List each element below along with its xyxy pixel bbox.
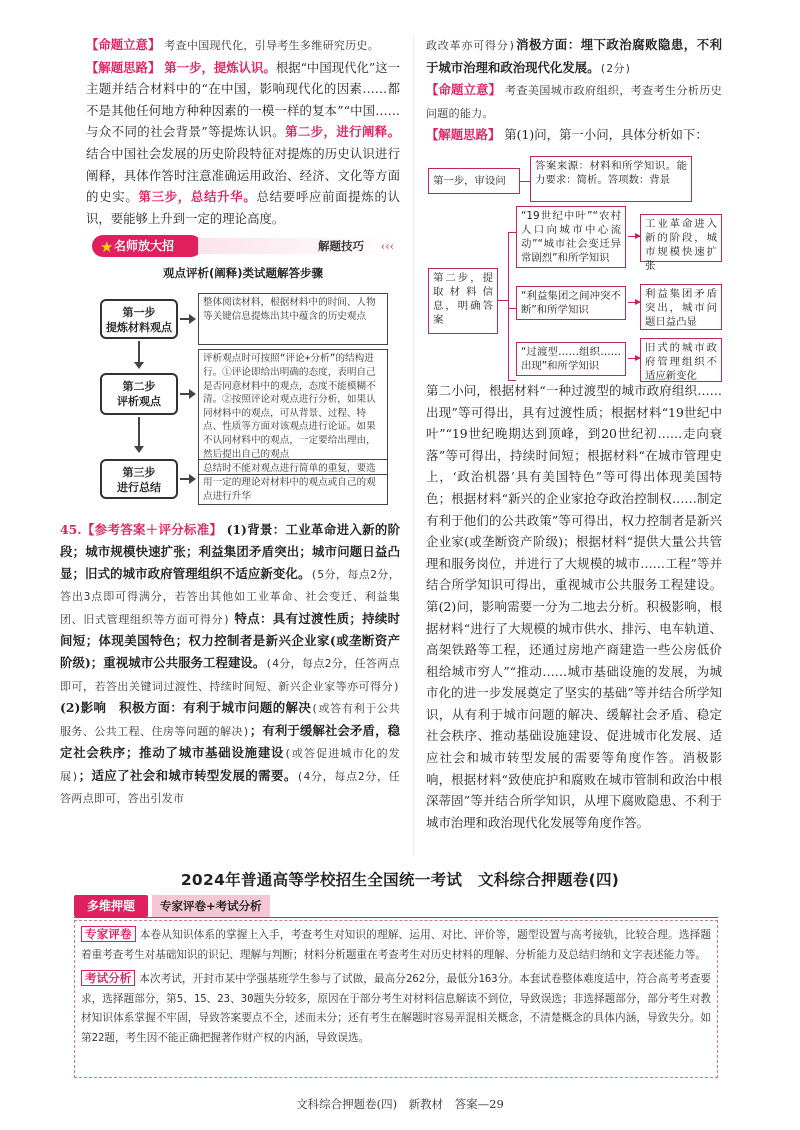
step3-heading: 第三步 bbox=[122, 466, 156, 480]
q45-tag: 【参考答案＋评分标准】 bbox=[81, 522, 223, 538]
step2-label: 第二步，进行阐释。 bbox=[285, 124, 401, 140]
flow-step2-connector bbox=[498, 300, 508, 301]
solution-tag: 【解题思路】 bbox=[86, 59, 161, 75]
step3-desc: 总结时不能对观点进行简单的重复，要选用一定的理论对材料中的观点或自己的观点进行升华 bbox=[198, 459, 388, 505]
left-proposition bbox=[86, 34, 400, 57]
expert-review bbox=[81, 925, 711, 965]
flow-arrow-3 bbox=[628, 358, 640, 359]
step1-text: 根据“中国现代化”这一主题并结合材料中的“在中国，影响现代化的因素……都不是其他任何地方种种因素的一模一样的复本”“中国……与众不同的社会背景”等提炼认识。 bbox=[86, 59, 400, 140]
step1-label: 第一步，提炼认识。 bbox=[164, 59, 276, 75]
step3-arrow bbox=[180, 478, 194, 480]
flow-material-3: “过渡型……组织……出现”和所学知识 bbox=[516, 342, 626, 376]
step1-down-arrow bbox=[138, 341, 140, 367]
banner-pill bbox=[92, 235, 202, 257]
q45-impact-1: 有利于城市问题的解决 bbox=[183, 700, 312, 716]
expert-text: 本卷从知识体系的掌握上入手，考查考生对知识的理解、运用、对比、评价等，题型设置与高考接轨，比较合理。选择题着重考查考生对基础知识的识记、理解与判断；材料分析题重在考查考生对历史材料的理解、分析能力及总结归纳和文字表述能力等。 bbox=[81, 929, 712, 961]
flow-branch-3 bbox=[508, 380, 516, 381]
right-solution bbox=[426, 124, 722, 146]
step2-box bbox=[100, 373, 178, 415]
flow-diagram bbox=[426, 150, 722, 382]
step1-subheading: 提炼材料观点 bbox=[106, 321, 172, 335]
right-column bbox=[426, 34, 722, 833]
step1-heading: 第一步 bbox=[122, 306, 156, 320]
flow-branch-1 bbox=[508, 232, 516, 233]
q45-bg: (1)背景：工业革命进入新的阶段；城市规模快速扩张；利益集团矛盾突出；城市问题日益凸显；旧式的城市政府管理组织不适应新变化。 bbox=[60, 522, 400, 581]
right-body: 第二小问，根据材料“一种过渡型的城市政府组织……出现”等可得出，具有过渡性质；根据材料“19世纪中叶”“19世纪晚期达到顶峰，到20世纪初……走向衰落”等可得出，持续时间短；根据材料“在城市管理史上，‘政治机器’具有美国特色”等可得出体现美国特色；根据材料“新兴的企业家抢夺政治控制权……制定有利于他们的公共政策”等可得出，权力控制者是新兴企业家(或垄断资产阶级)；根据材料“提供大量公共管理和服务岗位，并进行了大规模的城市……工程”等并结合所学知识可得出，重视城市公共服务工程建设。第(2)问，影响需要一分为二地去分析。积极影响，根据材料“进行了大规模的城市供水、排污、电车轨道、高架铁路等工程，还通过房地产商建造一些公房低价租给城市穷人”“推动……城市基础设施的发展，为城市化的进一步发展奠定了坚实的基础”等并结合所学知识，从有利于城市问题的解决、缓解社会矛盾、稳定社会秩序、推动基础设施建设、促进城市化发展、适应社会和城市转型发展的需要等角度作答。消极影响，根据材料“致使庇护和腐败在城市管制和政治中根深蒂固”等并结合所学知识，从埋下腐败隐患、不利于城市治理和政治现代化发展等角度作答。 bbox=[426, 382, 722, 830]
exam-analysis bbox=[81, 969, 711, 1048]
step3-box bbox=[100, 459, 178, 499]
section-label: 多维押题 bbox=[74, 895, 148, 917]
flow-answer-2: 利益集团矛盾突出，城市问题日益凸显 bbox=[640, 284, 722, 330]
analysis-box bbox=[74, 920, 718, 1078]
r-solution-tag: 【解题思路】 bbox=[426, 127, 501, 143]
flow-step1-connector bbox=[520, 181, 530, 182]
q45-impact-note3: (4分，每点2分，任答两点即可，答出引发市 bbox=[60, 769, 400, 806]
banner-tip: 解题技巧 bbox=[318, 239, 364, 254]
flow-step2: 第二步，提取材料信息，明确答案 bbox=[428, 268, 498, 334]
tips-banner bbox=[86, 235, 400, 259]
chevrons-icon: ‹‹‹ bbox=[380, 240, 394, 254]
step2-desc: 评析观点时可按照“评论+分析”的结构进行。①评论即给出明确的态度，表明自己是否同意材料中的观点，态度不能模糊不清。②按照评论对观点进行分析，如果认同材料中的观点，可从背景、过程、特点、性质等方面对该观点进行论证。如果不认同材料中的观点，一定要给出理由，然后提出自己的观点 bbox=[198, 349, 388, 475]
left-solution bbox=[86, 57, 400, 230]
r-proposition-tag: 【命题立意】 bbox=[426, 82, 502, 98]
r-proposition-text: 考查美国城市政府组织，考查考生分析历史问题的能力。 bbox=[426, 84, 722, 120]
banner-label: 名师放大招 bbox=[114, 239, 175, 254]
proposition-text: 考查中国现代化，引导考生多维研究历史。 bbox=[164, 39, 379, 52]
q45-answer bbox=[60, 519, 400, 810]
step1-desc: 整体阅读材料，根据材料中的时间、人物等关键信息提炼出其中蕴含的历史观点 bbox=[198, 293, 388, 345]
q45-impact-note2: (或答促进城市化的发展) bbox=[60, 747, 401, 783]
step2-down-arrow bbox=[138, 417, 140, 451]
flow-material-1: “19世纪中叶”“农村人口向城市中心流动”“城市社会变迁异常剧烈”和所学知识 bbox=[516, 206, 626, 268]
flow-answer-1: 工业革命进入新的阶段，城市规模快速扩张 bbox=[640, 214, 722, 262]
steps-diagram bbox=[86, 263, 400, 519]
left-column bbox=[60, 34, 401, 810]
step2-heading: 第二步 bbox=[122, 380, 156, 394]
page-footer: 文科综合押题卷(四) 新教材 答案—29 bbox=[296, 1097, 504, 1111]
step1-arrow bbox=[180, 318, 194, 320]
flow-branch-line bbox=[508, 232, 509, 380]
flow-step1-info: 答案来源：材料和所学知识。能力要求：简析。答项数：背景 bbox=[530, 156, 692, 202]
step2-subheading: 评析观点 bbox=[117, 395, 161, 409]
step3-text: 总结要呼应前面提炼的认识，要能够上升到一定的理论高度。 bbox=[86, 189, 401, 226]
q45-number: 45. bbox=[60, 522, 82, 538]
proposition-tag: 【命题立意】 bbox=[86, 37, 161, 52]
section-sub: 专家评卷+考试分析 bbox=[152, 895, 270, 917]
column-divider bbox=[413, 36, 414, 856]
step3-subheading: 进行总结 bbox=[117, 481, 161, 495]
q45-impact-note1: (或答有利于公共服务、公共工程、住房等问题的解决) bbox=[60, 702, 400, 738]
cont-note: 政改革亦可得分) bbox=[426, 39, 516, 52]
q45-features-note: (4分，每点2分，任答两点即可，若答出关键词过渡性、持续时间短、新兴企业家等亦可得分) bbox=[60, 656, 400, 693]
exam-title: 2024年普通高等学校招生全国统一考试 文科综合押题卷(四) bbox=[180, 871, 620, 889]
flow-answer-3: 旧式的城市政府管理组织不适应新变化 bbox=[640, 338, 722, 382]
flow-step1: 第一步，审设问 bbox=[428, 168, 520, 194]
flow-branch-2 bbox=[508, 308, 516, 309]
section-header bbox=[74, 895, 718, 917]
flow-arrow-1 bbox=[628, 236, 640, 237]
right-continuation bbox=[426, 34, 722, 79]
right-proposition bbox=[426, 79, 722, 124]
step2-arrow bbox=[180, 393, 194, 395]
q45-impact-3: ；适应了社会和城市转型发展的需要。 bbox=[78, 767, 297, 783]
flow-arrow-2 bbox=[628, 302, 640, 303]
q45-bg-note: (5分，每点2分，答出3点即可得满分，若答出其他如工业革命、社会变迁、利益集团、旧式管理组织等方面可得分) bbox=[60, 567, 401, 626]
cont-score: (2分) bbox=[599, 61, 632, 75]
step3-label: 第三步，总结升华。 bbox=[138, 189, 257, 205]
section-rule bbox=[74, 917, 718, 918]
r-solution-text: 第(1)问，第一小问，具体分析如下： bbox=[504, 127, 708, 143]
expert-label: 专家评卷 bbox=[81, 926, 136, 942]
analysis-label: 考试分析 bbox=[81, 970, 135, 986]
q45-impact-2: ；有利于缓解社会矛盾，稳定社会秩序；推动了城市基础设施建设 bbox=[60, 722, 400, 761]
step1-box bbox=[100, 299, 178, 339]
q45-features: 特点：具有过渡性质；持续时间短；体现美国特色；权力控制者是新兴企业家(或垄断资产阶级)；重视城市公共服务工程建设。 bbox=[60, 610, 400, 670]
cont-negative: 消极方面：埋下政治腐败隐患，不利于城市治理和政治现代化发展。 bbox=[426, 37, 722, 75]
steps-title: 观点评析(阐释)类试题解答步骤 bbox=[162, 266, 323, 281]
banner-bar bbox=[198, 238, 400, 254]
star-icon: ★ bbox=[100, 238, 114, 257]
q45-impact-label: (2)影响 积极方面： bbox=[60, 700, 184, 716]
analysis-text: 本次考试，开封市某中学强基班学生参与了试做，最高分262分，最低分163分。本套试卷整体难度适中，符合高考考查要求，选择题部分，第5、15、23、30题失分较多，原因在于部分考生对材料信息解读不到位，导致误选；非选择题部分，部分考生对教材知识体系掌握不牢固，导致答案要点不全，述而未分；还有考生在解题时容易弄混相关概念，不清楚概念的具体内涵，导致失分。如第22题，考生因不能正确把握著作财产权的内涵，导致误选。 bbox=[81, 973, 712, 1044]
step2-text: 结合中国社会发展的历史阶段特征对提炼的历史认识进行阐释，具体作答时注意准确运用政治、经济、文化等方面的史实。 bbox=[86, 145, 400, 205]
flow-material-2: “利益集团之间冲突不断”和所学知识 bbox=[516, 286, 626, 320]
